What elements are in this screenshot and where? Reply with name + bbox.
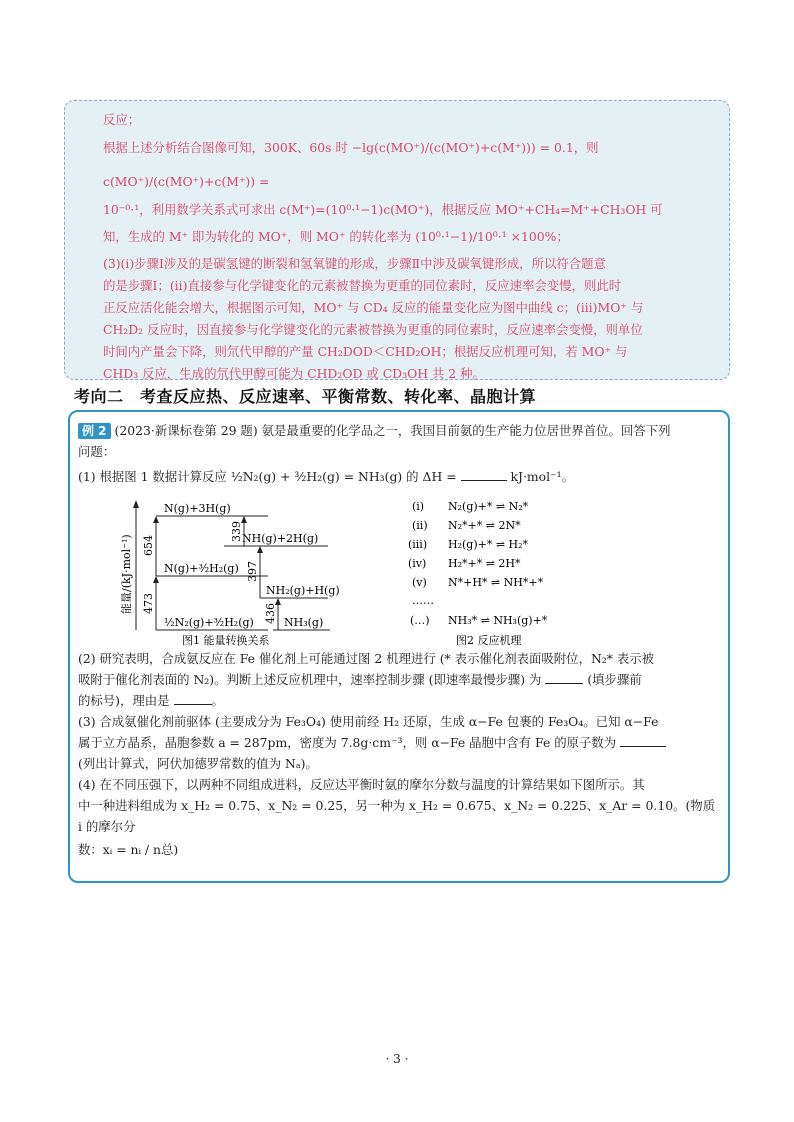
question-4: (4) 在不同压强下，以两种不同组成进料，反应达平衡时氨的摩尔分数与温度的计算结果如下图所示。其 (78, 777, 645, 792)
fig1-level: N(g)+³⁄₂H₂(g) (164, 562, 239, 575)
answer-blank-reason[interactable] (174, 692, 212, 705)
fig1-caption: 图1 能量转换关系 (182, 634, 270, 646)
fig2-step-eq: N*+H* ⇌ NH*+* (448, 576, 544, 589)
question-4-cont: 数：xᵢ = nᵢ / n总) (78, 842, 179, 857)
fig1-arrow-value: 436 (264, 603, 277, 624)
energy-diagram-figure (118, 496, 418, 646)
question-3-cont: 属于立方晶系，晶胞参数 a = 287pm，密度为 7.8g·cm⁻³，则 α−Fe 晶胞中含有 Fe 的原子数为 (78, 732, 718, 753)
answer-line: 正反应活化能会增大，根据图示可知，MO⁺ 与 CD₄ 反应的能量变化应为图中曲线 c；(ⅲ)MO⁺ 与 (103, 300, 644, 315)
fig2-step-num: (…) (410, 614, 430, 627)
answer-blank-step[interactable] (545, 671, 583, 684)
example-tag: 例 2 (78, 423, 111, 439)
answer-blank-fe-atoms[interactable] (620, 734, 666, 747)
question-2-cont: 吸附于催化剂表面的 N₂)。判断上述反应机理中，速率控制步骤 (即速率最慢步骤) 为 (填步骤前 (78, 672, 642, 687)
answer-line: 10⁻⁰·¹，利用数学关系式可求出 c(M⁺)=(10⁰·¹−1)c(MO⁺)，根据反应 MO⁺+CH₄=M⁺+CH₃OH 可 (103, 202, 663, 217)
answer-line: CH₂D₂ 反应时，因直接参与化学键变化的元素被替换为更重的同位素时，反应速率会变慢，则单位 (103, 322, 643, 337)
fig2-caption: 图2 反应机理 (456, 634, 522, 646)
answer-line: 的是步骤Ⅰ；(ⅱ)直接参与化学键变化的元素被替换为更重的同位素时，反应速率会变慢，则此时 (103, 278, 622, 293)
answer-line: (3)(ⅰ)步骤Ⅰ涉及的是碳氢键的断裂和氢氧键的形成，步骤Ⅱ中涉及碳氧键形成，所以符合题意 (103, 256, 606, 271)
fig2-step-num: (ⅴ) (412, 576, 427, 589)
answer-line: 时间内产量会下降，则氘代甲醇的产量 CH₂DOD＜CHD₂OH；根据反应机理可知，若 MO⁺ 与 (103, 344, 628, 359)
fig2-step-eq: N₂(g)+* ⇌ N₂* (448, 500, 529, 513)
fig2-step-eq: H₂*+* ⇌ 2H* (448, 557, 521, 570)
question-3-cont: (列出计算式，阿伏加德罗常数的值为 Nₐ)。 (78, 756, 318, 771)
mechanism-figure (404, 496, 604, 646)
fig1-level: NH(g)+2H(g) (242, 532, 319, 545)
question-3: (3) 合成氨催化剂前驱体 (主要成分为 Fe₃O₄) 使用前经 H₂ 还原，生成 α−Fe 包裹的 Fe₃O₄。已知 α−Fe (78, 714, 659, 729)
answer-line: CHD₃ 反应，生成的氘代甲醇可能为 CHD₂OD 或 CD₃OH 共 2 种。 (103, 366, 485, 381)
fig2-step-num: (ⅰ) (412, 500, 425, 513)
fig1-level: N(g)+3H(g) (164, 502, 231, 515)
example-intro: 例 2 (2023·新课标卷第 29 题) 氨是最重要的化学品之一，我国目前氨的生产能力位居世界首位。回答下列 (78, 420, 718, 441)
answer-line: 知，生成的 M⁺ 即为转化的 MO⁺，则 MO⁺ 的转化率为 (10⁰·¹−1)/10⁰·¹ ×100%； (103, 229, 569, 244)
fig2-step-eq: NH₃* ⇌ NH₃(g)+* (448, 614, 548, 627)
fig1-arrow-value: 654 (142, 535, 155, 556)
question-4-cont: 中一种进料组成为 x_H₂ = 0.75、x_N₂ = 0.25，另一种为 x_H₂ = 0.675、x_N₂ = 0.225、x_Ar = 0.10。(物质 i 的摩尔分 (78, 798, 716, 834)
fig1-level: NH₂(g)+H(g) (266, 584, 340, 597)
answer-line: 反应； (103, 112, 141, 127)
question-2: (2) 研究表明，合成氨反应在 Fe 催化剂上可能通过图 2 机理进行 (* 表示催化剂表面吸附位，N₂* 表示被 (78, 651, 655, 666)
fig1-ylabel: 能量/(kJ·mol⁻¹) (120, 534, 133, 614)
section-title: 考向二 考查反应热、反应速率、平衡常数、转化率、晶胞计算 (74, 387, 537, 406)
fig1-arrow-value: 339 (230, 521, 243, 542)
fig2-step-eq: N₂*+* ⇌ 2N* (448, 519, 521, 532)
fig1-arrow-value: 473 (142, 593, 155, 614)
page-number: · 3 · (385, 1052, 409, 1066)
question-1: (1) 根据图 1 数据计算反应 ½N₂(g) + ³⁄₂H₂(g) = NH₃(g) 的 ΔH = kJ·mol⁻¹。 (78, 469, 574, 484)
fig1-level: NH₃(g) (284, 616, 324, 629)
answer-line: 根据上述分析结合图像可知，300K、60s 时 −lg(c(MO⁺)/(c(MO⁺)+c(M⁺))) = 0.1，则 c(MO⁺)/(c(MO⁺)+c(M⁺)) = (103, 140, 599, 189)
fig2-step-num: …… (412, 594, 434, 607)
figures-row (78, 496, 718, 646)
fig1-level: ½N₂(g)+³⁄₂H₂(g) (164, 616, 254, 629)
fig2-step-num: (ⅲ) (408, 538, 428, 551)
fig2-step-eq: H₂(g)+* ⇌ H₂* (448, 538, 529, 551)
question-2-cont: 的标号)，理由是 。 (78, 693, 224, 708)
example-question-box (68, 410, 730, 883)
fig2-step-num: (ⅱ) (412, 519, 428, 532)
example-intro-cont: 问题： (78, 444, 116, 459)
fig1-arrow-value: 397 (246, 561, 259, 582)
answer-blank-dh[interactable] (461, 468, 507, 481)
fig2-step-num: (ⅳ) (408, 557, 427, 570)
answer-analysis-box (64, 100, 730, 380)
